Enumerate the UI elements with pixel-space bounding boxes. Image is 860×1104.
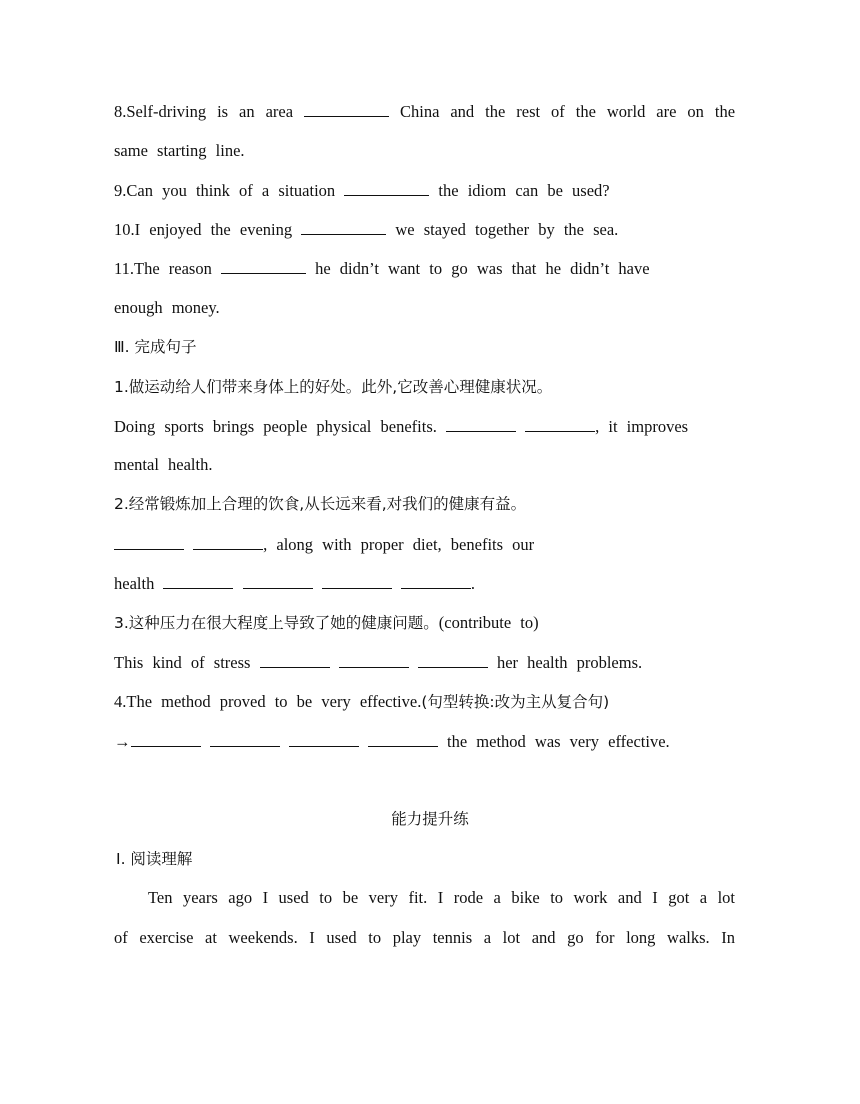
s3-hint: (contribute to)	[438, 613, 539, 632]
question-11-line-2: enough money.	[114, 298, 220, 317]
reading-paragraph-line-2: of exercise at weekends. I used to play tennis a lot and go for long walks. In	[114, 928, 735, 947]
answer-blank[interactable]	[301, 219, 386, 235]
answer-blank[interactable]	[525, 416, 595, 432]
arrow-icon: →	[114, 732, 131, 751]
s2-text-b: health	[114, 574, 155, 593]
q9-text-a: 9.Can you think of a situation	[114, 181, 336, 200]
answer-blank[interactable]	[260, 652, 330, 668]
q10-text-a: 10.I enjoyed the evening	[114, 220, 293, 239]
s4-instruction: (句型转换:改为主从复合句)	[421, 693, 610, 711]
answer-blank[interactable]	[289, 731, 359, 747]
answer-blank[interactable]	[368, 731, 438, 747]
sentence-4-answer	[114, 731, 670, 751]
s4-text-b: the method was very effective.	[447, 732, 670, 751]
answer-blank[interactable]	[322, 573, 392, 589]
q11-text-b: he didn’t want to go was that he didn’t have	[315, 259, 650, 278]
section-heading-complete-sentences: Ⅲ. 完成句子	[114, 338, 197, 356]
answer-blank[interactable]	[418, 652, 488, 668]
answer-blank[interactable]	[210, 731, 280, 747]
question-8-line-2: same starting line.	[114, 141, 245, 160]
s1-text-a: Doing sports brings people physical benefits.	[114, 417, 437, 436]
s3-text-b: her health problems.	[496, 653, 643, 672]
answer-blank[interactable]	[193, 534, 263, 550]
answer-blank[interactable]	[339, 652, 409, 668]
answer-blank[interactable]	[401, 573, 471, 589]
answer-blank[interactable]	[243, 573, 313, 589]
section-title: 能力提升练	[391, 810, 469, 828]
reading-paragraph-line-1: Ten years ago I used to be very fit. I rode a bike to work and I got a lot	[148, 888, 735, 907]
reading-heading: Ⅰ. 阅读理解	[116, 850, 193, 868]
sentence-2-english	[114, 534, 534, 554]
question-11-line-1	[114, 258, 650, 278]
sentence-1-chinese: 1.做运动给人们带来身体上的好处。此外,它改善心理健康状况。	[114, 378, 553, 396]
sentence-3-english	[114, 652, 642, 672]
s1-text-b: , it improves	[595, 417, 689, 436]
sentence-1-english-line-2: mental health.	[114, 455, 213, 474]
sentence-2-chinese: 2.经常锻炼加上合理的饮食,从长远来看,对我们的健康有益。	[114, 495, 527, 513]
q10-text-b: we stayed together by the sea.	[395, 220, 619, 239]
question-10	[114, 219, 618, 239]
answer-blank[interactable]	[131, 731, 201, 747]
sentence-1-english	[114, 416, 688, 436]
s2-text-c: .	[470, 574, 475, 593]
answer-blank[interactable]	[221, 258, 306, 274]
q11-text-a: 11.The reason	[114, 259, 212, 278]
q8-text-a: 8.Self-driving is an area	[114, 102, 294, 121]
answer-blank[interactable]	[344, 180, 429, 196]
sentence-2-english-line-2	[114, 573, 475, 593]
s3-chinese-text: 3.这种压力在很大程度上导致了她的健康问题。	[114, 614, 439, 632]
s2-text-a: , along with proper diet, benefits our	[263, 535, 535, 554]
q8-text-b: China and the rest of the world are on the	[399, 102, 736, 121]
q9-text-b: the idiom can be used?	[438, 181, 610, 200]
s3-text-a: This kind of stress	[114, 653, 251, 672]
sentence-3-chinese	[114, 613, 539, 633]
answer-blank[interactable]	[114, 534, 184, 550]
answer-blank[interactable]	[446, 416, 516, 432]
answer-blank[interactable]	[163, 573, 233, 589]
s4-text-a: 4.The method proved to be very effective.	[114, 692, 422, 711]
answer-blank[interactable]	[304, 101, 389, 117]
sentence-4-prompt	[114, 692, 609, 712]
question-8-line-1	[114, 101, 735, 121]
question-9	[114, 180, 610, 200]
